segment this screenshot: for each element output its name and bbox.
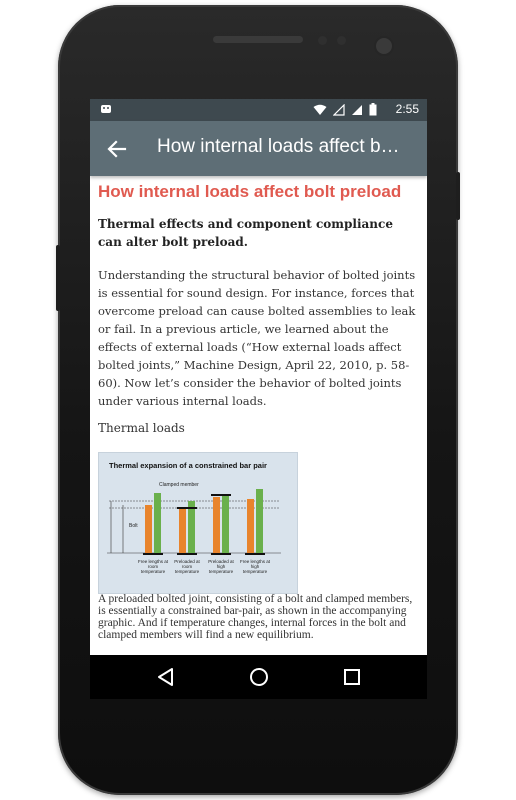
figure-title: Thermal expansion of a constrained bar pair [109,461,267,470]
article-subtitle: Thermal effects and component compliance can alter bolt preload. [98,217,393,249]
app-bar [90,121,427,176]
label-col1: Free lengths at room temperature [137,559,169,574]
status-time: 2:55 [395,102,419,116]
screen [90,99,427,655]
app-bar-title: How internal loads affect b… [157,136,400,157]
figure-caption: A preloaded bolted joint, consisting of a bolt and clamped members, is essentially a constrained bar-pair, as shown in the accompanying graphic. And if temperature changes, internal forces in the bolt and clamped members will find a new equilibrium. [98,593,413,641]
article-title: How internal loads affect bolt preload [98,182,402,201]
navigation-bar [90,655,427,699]
home-circle-icon[interactable] [247,665,271,689]
article-content[interactable] [90,176,427,655]
back-triangle-icon[interactable] [154,665,178,689]
status-bar [90,99,427,121]
label-col4: Free lengths at high temperature [239,559,271,574]
phone-speaker [213,36,303,43]
phone-sensor [318,36,327,45]
arrow-left-icon[interactable] [104,136,130,162]
android-icon [100,103,112,115]
label-col3: Preloaded at high temperature [208,559,234,574]
battery-icon [369,103,377,116]
wifi-icon [313,104,327,116]
signal-empty-icon [333,104,345,116]
phone-sensor [337,36,346,45]
phone-side-button [456,172,460,220]
article-body: Understanding the structural behavior of bolted joints is essential for sound design. For instance, forces that overcome preload can cause bolted assemblies to leak or fail. In a previous article, we learned about the effects of external loads (“How external loads affect bolted joints,” Machine Design, April 22, 2010, p. 58-60). Now let’s consider the behavior of bolted joints under various internal loads. [98,268,416,408]
label-col2: Preloaded at room temperature [174,559,200,574]
section-heading: Thermal loads [98,421,185,435]
phone-front-camera [374,36,394,56]
recents-square-icon[interactable] [340,665,364,689]
signal-icon [351,104,363,116]
status-icons [313,103,377,116]
label-clamped-member: Clamped member [159,482,199,488]
phone-volume-button [56,245,60,311]
label-bolt: Bolt [129,523,138,529]
figure-thermal-expansion [98,452,298,594]
